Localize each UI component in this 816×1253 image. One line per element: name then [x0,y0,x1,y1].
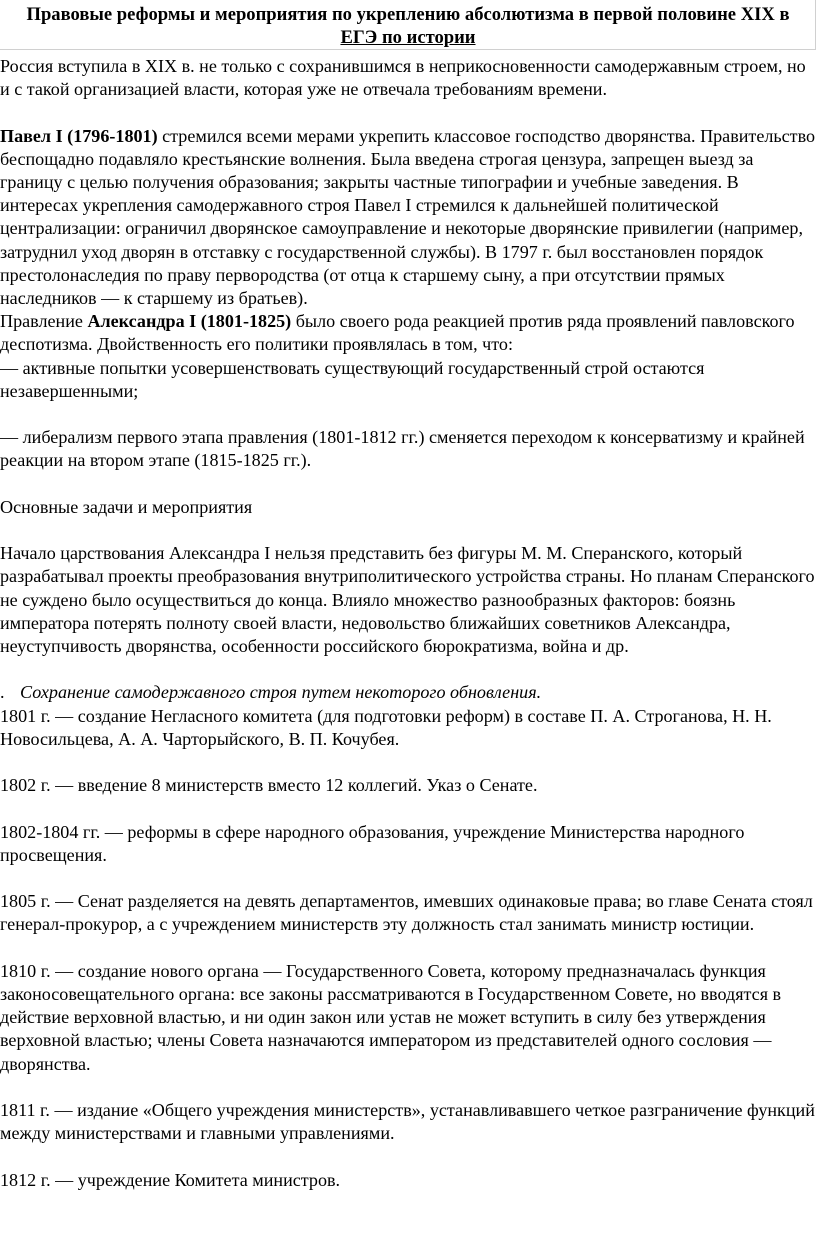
spacer [0,751,816,774]
paul-paragraph [0,125,816,311]
intro-paragraph: Россия вступила в XIX в. не только с сохранившимся в неприкосновенности самодержавным строем, но и с такой организацией власти, которая уже не отвечала требованиям времени. [0,56,806,100]
event-1801: 1801 г. — создание Негласного комитета (для подготовки реформ) в составе П. А. Строганова, Н. Н. Новосильцева, А. А. Чарторыйского, В. П. Кочубея. [0,705,772,749]
alexander-paragraph [0,310,816,356]
event-1810: 1810 г. — создание нового органа — Государственного Совета, которому предназначалась функция законосовещательного органа: все законы рассматриваются в Государственном Совете, но вводятся в действие верховной властью, и ни один закон или устав не может вступить в силу без утверждения верховной властью; члены Совета назначаются императором из представителей одного сословия — дворянства. [0,960,782,1074]
event-1802-1804: 1802-1804 гг. — реформы в сфере народного образования, учреждение Министерства народного просвещения. [0,821,745,865]
paul-name: Павел I (1796-1801) [0,125,158,146]
subheading-item [0,681,816,704]
event-1802: 1802 г. — введение 8 министерств вместо 12 коллегий. Указ о Сенате. [0,775,538,796]
spacer [0,101,816,124]
event-1812: 1812 г. — учреждение Комитета министров. [0,1169,341,1190]
document-body [0,55,816,1192]
spacer [0,658,816,681]
spacer [0,519,816,542]
spacer [0,403,816,426]
spacer [0,1076,816,1099]
event-1805: 1805 г. — Сенат разделяется на девять департаментов, имевших одинаковые права; во главе Сената стоял генерал-прокурор, а с учреждением министерств эту должность стал занимать министр юстиции. [0,891,813,935]
spacer [0,473,816,496]
tasks-heading: Основные задачи и мероприятия [0,496,253,517]
document-subtitle-link[interactable]: ЕГЭ по истории [340,27,476,48]
alexander-name: Александра I (1801-1825) [87,311,292,332]
subheading-text: Сохранение самодержавного строя путем некоторого обновления. [20,682,542,703]
alexander-pre: Правление [0,311,88,332]
spacer [0,867,816,890]
alexander-text: было своего рода реакцией против ряда проявлений павловского деспотизма. Двойственность его политики проявлялась в том, что: [0,311,795,355]
spacer [0,1145,816,1168]
speransky-paragraph: Начало царствования Александра I нельзя представить без фигуры М. М. Сперанского, который разрабатывал проекты преобразования внутриполитического устройства страны. Но планам Сперанского не суждено было осуществиться до конца. Влияло множество разнообразных факторов: боязнь императора потерять полноту своей власти, недовольство ближайших советников Александра, неуступчивость дворянства, особенности российского бюрократизма, война и др. [0,543,815,657]
spacer [0,797,816,820]
list-marker: . [0,682,5,703]
document-title: Правовые реформы и мероприятия по укреплению абсолютизма в первой половине XIX в [26,4,790,25]
alexander-point-2: — либерализм первого этапа правления (1801-1812 гг.) сменяется переходом к консерватизму и крайней реакции на втором этапе (1815-1825 гг.). [0,427,805,471]
paul-text: стремился всеми мерами укрепить классовое господство дворянства. Правительство беспощадно подавляло крестьянские волнения. Была введена строгая цензура, запрещен выезд за границу с целью получения образования; закрыты частные типографии и учебные заведения. В интересах укрепления самодержавного строя Павел I стремился к дальнейшей политической централизации: ограничил дворянское самоуправление и некоторые дворянские привилегии (например, затруднил уход дворян в отставку с государственной службы). В 1797 г. был восстановлен порядок престолонаследия по праву первородства (от отца к старшему сыну, а при отсутствии прямых наследников — к старшему из братьев). [0,125,816,309]
alexander-point-1: — активные попытки усовершенствовать существующий государственный строй остаются незавершенными; [0,357,705,401]
document-header [0,0,816,50]
event-1811: 1811 г. — издание «Общего учреждения министерств», устанавливавшего четкое разграничение функций между министерствами и главными управлениями. [0,1099,815,1144]
spacer [0,937,816,960]
